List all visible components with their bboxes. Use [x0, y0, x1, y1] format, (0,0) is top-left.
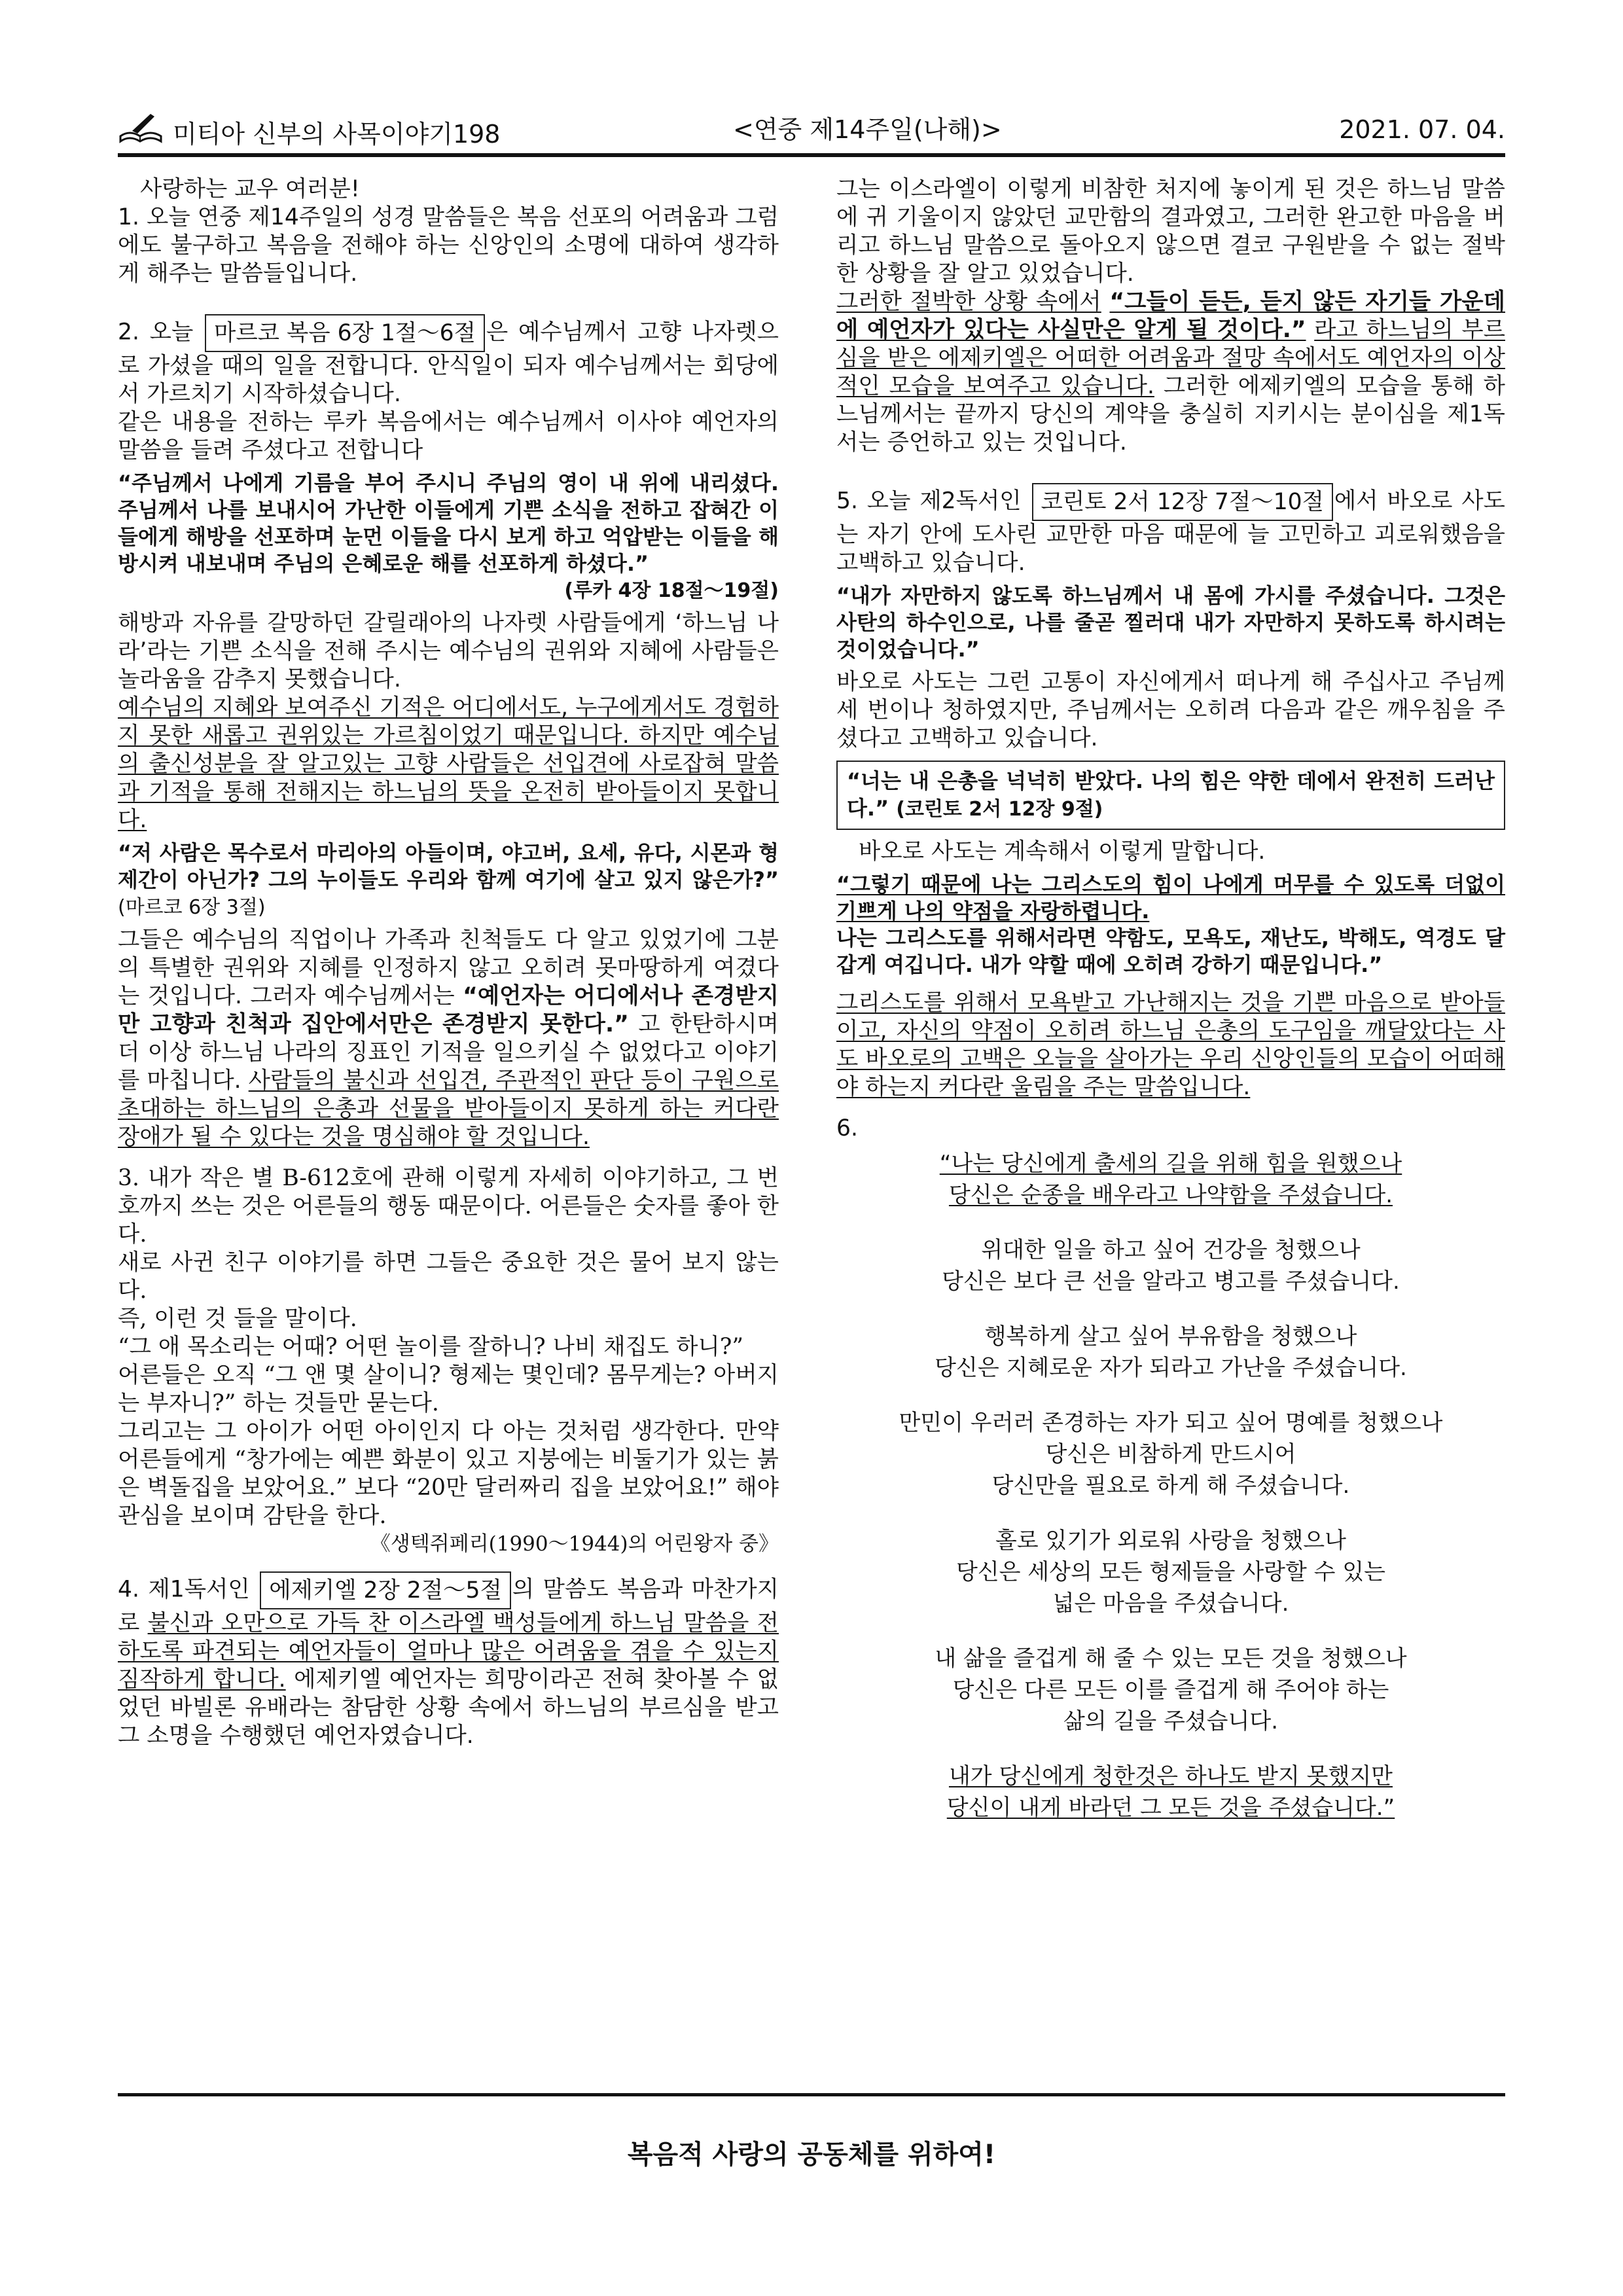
section-2-text: 은 예수님께서 고향 나자렛으로 가셨을 때의 일을 전합니다. 안식일이 되자 예수님께서는 회당에서 가르치기 시작하셨습니다.: [118, 319, 779, 407]
footer-slogan: 복음적 사랑의 공동체를 위하여!: [627, 2140, 996, 2170]
page-header: [118, 110, 1505, 149]
poem-stanza: [836, 1761, 1505, 1823]
grace-quote-source: (코린토 2서 12장 9절): [896, 798, 1103, 821]
book-pen-icon: [118, 110, 173, 158]
poem-stanza: [836, 1321, 1505, 1384]
gospel-reference: 마르코 복음 6장 1절～6절: [205, 314, 485, 352]
little-prince-6: 그리고는 그 아이가 어떤 아이인지 다 아는 것처럼 생각한다. 만약 어른들에게 “창가에는 예쁜 화분이 있고 지붕에는 비둘기가 있는 붉은 벽돌집을 보았어요.” 보다 “20만 달러짜리 집을 보았어요!” 해야 관심을 보이며 감탄을 한다.: [118, 1418, 779, 1529]
section-4: 4. 제1독서인 에제키엘 2장 2절～5절 의 말씀도 복음과 마찬가지로 불신과 오만으로 가득 찬 이스라엘 백성들에게 하느님 말씀을 전하도록 파견되는 예언자들이 얼마나 많은 어려움을 겪을 수 있는지 짐작하게 합니다. 에제키엘 예언자는 희망이라곤 전혀 찾아볼 수 없었던 바빌론 유배라는 참담한 상황 속에서 하느님의 부르심을 받고 그 소명을 수행했던 예언자였습니다.: [118, 1571, 779, 1750]
section-5: 5. 오늘 제2독서인 코린토 2서 12장 7절～10절 에서 바오로 사도는 자기 안에 도사린 교만한 마음 때문에 늘 고민하고 괴로워했음을 고백하고 있습니다.: [836, 483, 1505, 577]
section-2: [118, 314, 779, 408]
poem-line: 넓은 마음을 주셨습니다.: [1052, 1590, 1289, 1617]
poem-stanza: [836, 1407, 1505, 1501]
poem-stanza: [836, 1148, 1505, 1211]
para-paul: 바오로 사도는 그런 고통이 자신에게서 떠나게 해 주십사고 주님께 세 번이나 청하였지만, 주님께서는 오히려 다음과 같은 깨우침을 주셨다고 고백하고 있습니다.: [836, 669, 1505, 751]
section-1: 1. 오늘 연중 제14주일의 성경 말씀들은 복음 선포의 어려움과 그럼에도 불구하고 복음을 전해야 하는 신앙인의 소명에 대하여 생각하게 해주는 말씀들입니다.: [118, 204, 779, 287]
left-column: [118, 175, 779, 1750]
quote-isaiah-source: (루카 4장 18절～19절): [564, 579, 779, 602]
section-2-lead: 2. 오늘: [118, 319, 194, 346]
poem-line: 당신은 세상의 모든 형제들을 사랑할 수 있는: [955, 1559, 1386, 1585]
header-left: [118, 110, 500, 158]
grace-quote: “너는 내 은총을 넉넉히 받았다. 나의 힘은 약한 데에서 완전히 드러난다.”: [847, 768, 1495, 821]
poem-stanza: [836, 1643, 1505, 1737]
issue-date: 2021. 07. 04.: [1339, 115, 1505, 144]
poem-line: 당신은 순종을 배우라고 나약함을 주셨습니다.: [948, 1182, 1393, 1208]
poem-stanza: [836, 1525, 1505, 1619]
quote-carpenter-source: (마르코 6장 3절): [118, 896, 266, 919]
poem-line: 위대한 일을 하고 싶어 건강을 청했으나: [981, 1237, 1361, 1263]
poem-line: 내 삶을 즐겁게 해 줄 수 있는 모든 것을 청했으나: [935, 1645, 1407, 1672]
liturgy-title: <연중 제14주일(나해)>: [733, 115, 1002, 144]
quote-isaiah-text: “주님께서 나에게 기름을 부어 주시니 주님의 영이 내 위에 내리셨다. 주님께서 나를 보내시어 가난한 이들에게 기쁜 소식을 전하고 잡혀간 이들에게 해방을 선포하며 눈먼 이들을 다시 보게 하고 억압받는 이들을 해방시켜 내보내며 주님의 은혜로운 해를 선포하게 하셨다.”: [118, 471, 779, 576]
quote-isaiah: [118, 470, 779, 604]
section-4-underlined: 불신과 오만으로 가득 찬 이스라엘 백성들에게 하느님 말씀을 전하도록 파견되는 예언자들이 얼마나 많은 어려움을 겪을 수 있는지 짐작하게 합니다.: [118, 1610, 779, 1693]
little-prince-2: 새로 사귄 친구 이야기를 하면 그들은 중요한 것은 물어 보지 않는다.: [118, 1249, 779, 1304]
greeting: 사랑하는 교우 여러분!: [140, 176, 360, 202]
header-rule: [118, 153, 1505, 157]
quote-thorn: “내가 자만하지 않도록 하느님께서 내 몸에 가시를 주셨습니다. 그것은 사탄의 하수인으로, 나를 줄곧 찔러대 내가 자만하지 못하도록 하시려는 것이었습니다.”: [836, 583, 1505, 662]
para-warning: 사람들의 불신과 선입견, 주관적인 판단 등이 구원으로 초대하는 하느님의 은총과 선물을 받아들이지 못하게 하는 커다란 장애가 될 수 있다는 것을 명심해야 할 것입니다.: [118, 1067, 779, 1150]
first-reading-reference: 에제키엘 2장 2절～5절: [260, 1571, 511, 1609]
para-ezekiel: 그는 이스라엘이 이렇게 비참한 처지에 놓이게 된 것은 하느님 말씀에 귀 기울이지 않았던 교만함의 결과였고, 그러한 완고한 마음을 버리고 하느님 말씀으로 돌아오지 않으면 결코 구원받을 수 없는 절박한 상황을 잘 알고 있었습니다.: [836, 176, 1505, 287]
little-prince-1: 3. 내가 작은 별 B-612호에 관해 이렇게 자세히 이야기하고, 그 번호까지 쓰는 것은 어른들의 행동 때문이다. 어른들은 숫자를 좋아 한다.: [118, 1165, 779, 1247]
section-6-number: 6.: [836, 1115, 858, 1141]
little-prince-4: “그 애 목소리는 어때? 어떤 놀이를 잘하니? 나비 채집도 하니?”: [118, 1334, 743, 1360]
para-ezekiel-2: 그러한 절박한 상황 속에서 “그들이 듣든, 듣지 않든 자기들 가운데에 예언자가 있다는 사실만은 알게 될 것이다.” 라고 하느님의 부르심을 받은 에제키엘은 어떠한 어려움과 절망 속에서도 예언자의 이상적인 모습을 보여주고 있습니다. 그러한 에제키엘의 모습을 통해 하느님께서는 끝까지 당신의 계약을 충실히 지키시는 분이심을 제1독서는 증언하고 있는 것입니다.: [836, 289, 1506, 456]
para-nazareth: 해방과 자유를 갈망하던 갈릴래아의 나자렛 사람들에게 ‘하느님 나라’라는 기쁜 소식을 전해 주시는 예수님의 권위와 지혜에 사람들은 놀라움을 감추지 못했습니다.: [118, 610, 779, 692]
poem-line: 당신은 비참하게 만드시어: [1045, 1441, 1296, 1467]
quote-weakness: “그렇기 때문에 나는 그리스도의 힘이 나에게 머무를 수 있도록 더없이 기쁘게 나의 약점을 자랑하렵니다. 나는 그리스도를 위해서라면 약함도, 모욕도, 재난도, 박해도, 역경도 달갑게 여깁니다. 내가 약할 때에 오히려 강하기 때문입니다.”: [836, 872, 1505, 977]
little-prince-3: 즉, 이런 것 들을 말이다.: [118, 1306, 357, 1332]
boxed-quote-grace: [836, 761, 1505, 830]
second-reading-reference: 코린토 2서 12장 7절～10절: [1032, 483, 1333, 521]
poem-line: 당신은 보다 큰 선을 알라고 병고를 주셨습니다.: [942, 1268, 1400, 1295]
right-column: [836, 175, 1505, 1847]
ezekiel-quote: “그들이 듣든, 듣지 않든 자기들 가운데에 예언자가 있다는 사실만은 알게 될 것이다.”: [836, 289, 1506, 343]
para-paul-continues: 바오로 사도는 계속해서 이렇게 말합니다.: [859, 838, 1266, 865]
poem-line: 당신만을 필요로 하게 해 주셨습니다.: [991, 1473, 1350, 1499]
poem-line: 홀로 있기가 외로워 사랑을 청했으나: [995, 1528, 1346, 1554]
poem-line: 당신이 내게 바라던 그 모든 것을 주셨습니다.”: [946, 1795, 1395, 1821]
poem-line: 당신은 지혜로운 자가 되라고 가난을 주셨습니다.: [935, 1355, 1407, 1381]
poem-line: 내가 당신에게 청한것은 하나도 받지 못했지만: [948, 1763, 1393, 1789]
poem-stanza: [836, 1234, 1505, 1297]
para-prophet: 그들은 예수님의 직업이나 가족과 친척들도 다 알고 있었기에 그분의 특별한 권위와 지혜를 인정하지 않고 오히려 못마땅하게 여겼다는 것입니다. 그러자 예수님께서는 “예언자는 어디에서나 존경받지만 고향과 친척과 집안에서만은 존경받지 못한다.” 고 한탄하시며 더 이상 하느님 나라의 징표인 기적을 일으키실 수 없었다고 이야기를 마칩니다. 사람들의 불신과 선입견, 주관적인 판단 등이 구원으로 초대하는 하느님의 은총과 선물을 받아들이지 못하게 하는 커다란 장애가 될 수 있다는 것을 명심해야 할 것입니다.: [118, 927, 779, 1150]
poem-line: 삶의 길을 주셨습니다.: [1063, 1708, 1279, 1734]
poem-line: 행복하게 살고 싶어 부유함을 청했으나: [984, 1323, 1357, 1350]
poem-line: “나는 당신에게 출세의 길을 위해 힘을 원했으나: [939, 1151, 1402, 1177]
section-3: [118, 1164, 779, 1558]
little-prince-source: 《생텍쥐페리(1990～1944)의 어린왕자 중》: [370, 1532, 779, 1556]
para-conclusion: 그리스도를 위해서 모욕받고 가난해지는 것을 기쁜 마음으로 받아들이고, 자신의 약점이 오히려 하느님 은총의 도구임을 깨달았다는 사도 바오로의 고백은 오늘을 살아가는 우리 신앙인들의 모습이 어떠해야 하는지 커다란 울림을 주는 말씀입니다.: [836, 990, 1505, 1100]
prophet-quote: “예언자는 어디에서나 존경받지만 고향과 친척과 집안에서만은 존경받지 못한다.”: [118, 983, 779, 1037]
para-prejudice: 예수님의 지혜와 보여주신 기적은 어디에서도, 누구에게서도 경험하지 못한 새롭고 권위있는 가르침이었기 때문입니다. 하지만 예수님의 출신성분을 잘 알고있는 고향 사람들은 선입견에 사로잡혀 말씀과 기적을 통해 전해지는 하느님의 뜻을 온전히 받아들이지 못합니다.: [118, 694, 779, 833]
prayer-poem: [836, 1148, 1505, 1823]
section-2-luke: 같은 내용을 전하는 루카 복음에서는 예수님께서 이사야 예언자의 말씀을 들려 주셨다고 전합니다: [118, 409, 779, 463]
poem-line: 만민이 우러러 존경하는 자가 되고 싶어 명예를 청했으나: [899, 1410, 1443, 1436]
poem-line: 당신은 다른 모든 이를 즐겁게 해 주어야 하는: [952, 1677, 1389, 1703]
quote-carpenter-text: “저 사람은 목수로서 마리아의 아들이며, 야고버, 요세, 유다, 시몬과 형제간이 아닌가? 그의 누이들도 우리와 함께 여기에 살고 있지 않은가?”: [118, 840, 779, 892]
series-title: 미티아 신부의 사목이야기198: [173, 119, 501, 149]
quote-carpenter: [118, 840, 779, 921]
footer-rule: [118, 2093, 1505, 2096]
little-prince-5: 어른들은 오직 “그 앤 몇 살이니? 형제는 몇인데? 몸무게는? 아버지는 부자니?” 하는 것들만 묻는다.: [118, 1362, 779, 1416]
